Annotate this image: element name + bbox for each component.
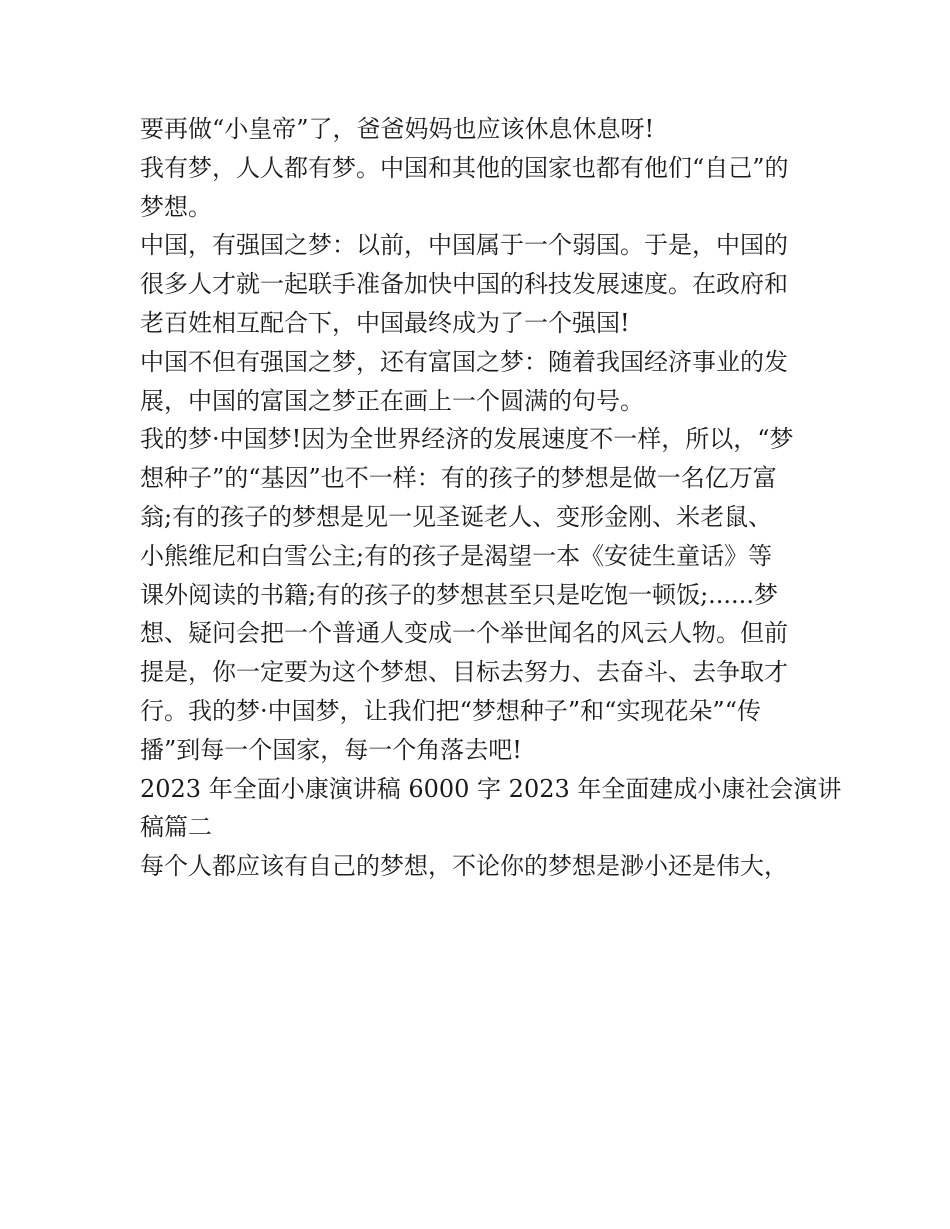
text-line: 提是，你一定要为这个梦想、目标去努力、去奋斗、去争取才: [140, 658, 788, 687]
text-line: 要再做“小皇帝”了，爸爸妈妈也应该休息休息呀!: [140, 115, 655, 143]
section-heading-line: 稿篇二: [140, 813, 212, 842]
text-line: 行。我的梦·中国梦，让我们把“梦想种子”和“实现花朵”“传: [140, 696, 761, 725]
text-line: 课外阅读的书籍;有的孩子的梦想甚至只是吃饱一顿饭;......梦: [140, 580, 778, 609]
text-line: 梦想。: [140, 192, 212, 221]
document-body: [140, 110, 842, 886]
text-line: 想种子”的“基因”也不一样：有的孩子的梦想是做一名亿万富: [140, 464, 777, 493]
text-line: 我有梦，人人都有梦。中国和其他的国家也都有他们“自己”的: [140, 153, 789, 182]
text-line: 播”到每一个国家，每一个角落去吧!: [140, 735, 522, 764]
text-line: 想、疑问会把一个普通人变成一个举世闻名的风云人物。但前: [140, 619, 788, 648]
text-line: 每个人都应该有自己的梦想，不论你的梦想是渺小还是伟大，: [140, 852, 788, 881]
text-line: 我的梦·中国梦!因为全世界经济的发展速度不一样，所以，“梦: [140, 425, 794, 454]
text-line: 老百姓相互配合下，中国最终成为了一个强国!: [140, 308, 630, 337]
section-heading-line: 2023 年全面小康演讲稿 6000 字 2023 年全面建成小康社会演讲: [140, 774, 842, 803]
text-line: 翁;有的孩子的梦想是见一见圣诞老人、变形金刚、米老鼠、: [140, 502, 773, 531]
text-line: 中国，有强国之梦：以前，中国属于一个弱国。于是，中国的: [140, 231, 788, 260]
text-line: 中国不但有强国之梦，还有富国之梦：随着我国经济事业的发: [140, 347, 788, 376]
text-line: 展，中国的富国之梦正在画上一个圆满的句号。: [140, 386, 644, 415]
text-line: 小熊维尼和白雪公主;有的孩子是渴望一本《安徒生童话》等: [140, 541, 773, 570]
text-line: 很多人才就一起联手准备加快中国的科技发展速度。在政府和: [140, 270, 788, 299]
